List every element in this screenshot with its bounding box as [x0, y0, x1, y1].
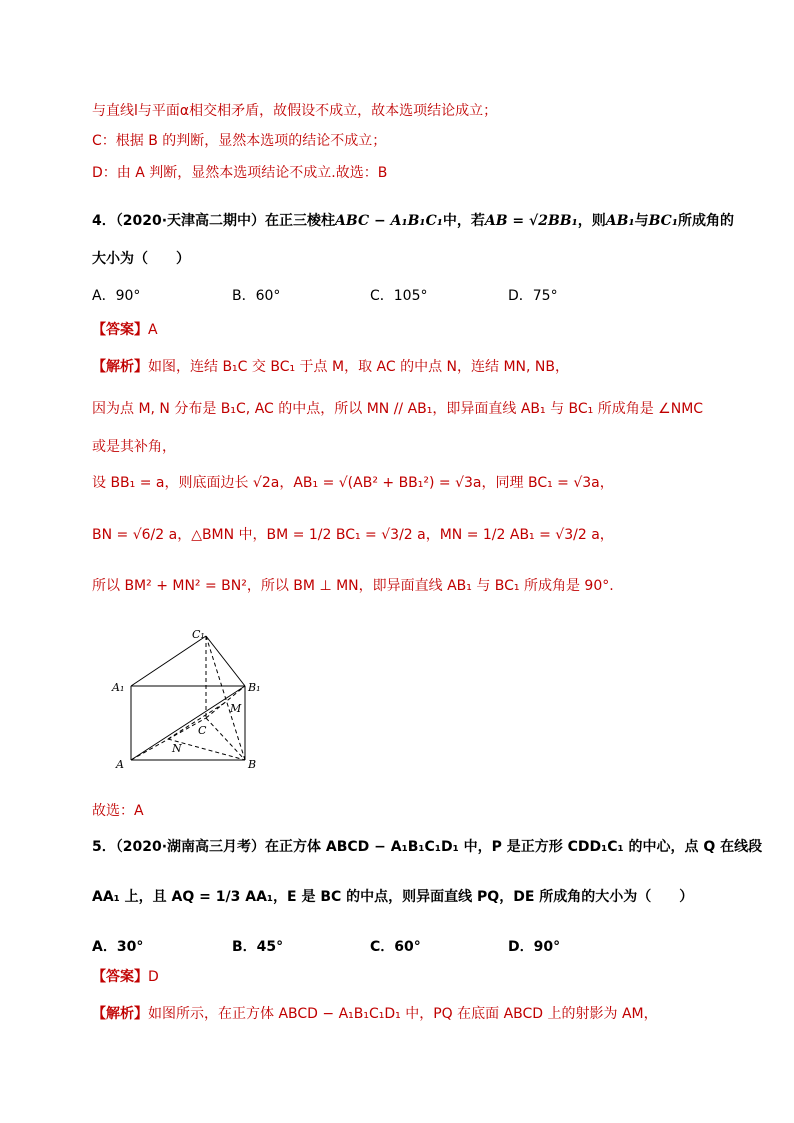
q5-option-a: A．30°: [92, 939, 144, 955]
q4-then: ，则: [577, 213, 606, 229]
q4-answer-label: 【答案】: [92, 322, 148, 338]
q5-stem-line-1: 5．（2020·湖南高三月考）在正方体 ABCD − A₁B₁C₁D₁ 中，P 是正方形 CDD₁C₁ 的中心，点 Q 在线段: [92, 839, 763, 855]
q5-answer-label: 【答案】: [92, 969, 148, 985]
q5-analysis-label: 【解析】: [92, 1006, 148, 1022]
prev-line-2: C：根据 B 的判断，显然本选项的结论不成立；: [92, 133, 387, 149]
q4-analysis-line-4: 设 BB₁ = a，则底面边长 √2a，AB₁ = √(AB² + BB₁²) = √3a，同理 BC₁ = √3a，: [92, 475, 614, 491]
label-m: M: [230, 702, 242, 715]
q4-mid: 中，若: [442, 213, 485, 229]
label-b: B: [248, 758, 257, 771]
q4-analysis-label: 【解析】: [92, 359, 148, 375]
label-a: A: [116, 758, 124, 771]
q5-answer: [92, 967, 159, 987]
label-c: C: [198, 724, 207, 737]
q5-answer-value: D: [148, 969, 159, 985]
q4-answer-value: A: [148, 322, 158, 338]
q4-stem-line-1: [92, 211, 734, 231]
q4-with: 与: [634, 213, 649, 229]
q5-stem-line-2: AA₁ 上，且 AQ = 1/3 AA₁，E 是 BC 的中点，则异面直线 PQ，DE 所成角的大小为（ ）: [92, 889, 694, 905]
q4-option-a: A．90°: [92, 288, 141, 304]
q4-option-d: D．75°: [508, 288, 558, 304]
label-b1: B₁: [248, 681, 261, 694]
prism-figure: [110, 628, 270, 778]
q4-tail: 所成角的: [677, 213, 734, 229]
q4-option-b: B．60°: [232, 288, 281, 304]
q4-condition: AB = √2BB₁: [484, 213, 578, 229]
q5-option-c: C．60°: [370, 939, 421, 955]
q4-answer: [92, 320, 158, 340]
q4-analysis-text-1: 如图，连结 B₁C 交 BC₁ 于点 M，取 AC 的中点 N，连结 MN, NB，: [148, 359, 569, 375]
prev-line-3: D：由 A 判断，显然本选项结论不成立.故选：B: [92, 165, 388, 181]
q5-option-b: B．45°: [232, 939, 284, 955]
prev-line-1: 与直线l与平面α相交相矛盾，故假设不成立，故本选项结论成立；: [92, 103, 498, 119]
q4-stem-a: 4．（2020·天津高二期中）在正三棱柱: [92, 213, 336, 229]
q4-ab1: AB₁: [605, 213, 635, 229]
label-c1: C₁: [192, 628, 205, 641]
q5-analysis-line-1: [92, 1004, 658, 1024]
q4-option-c: C．105°: [370, 288, 428, 304]
label-a1: A₁: [112, 681, 125, 694]
q4-choose: 故选：A: [92, 803, 144, 819]
q4-bc1: BC₁: [648, 213, 678, 229]
q5-option-d: D．90°: [508, 939, 561, 955]
q4-analysis-line-6: 所以 BM² + MN² = BN²，所以 BM ⊥ MN，即异面直线 AB₁ 与 BC₁ 所成角是 90°.: [92, 578, 614, 594]
q4-stem-line-2: 大小为（ ）: [92, 251, 190, 267]
q4-prism: ABC − A₁B₁C₁: [335, 213, 443, 229]
q4-analysis-line-2: 因为点 M, N 分布是 B₁C, AC 的中点，所以 MN // AB₁，即异面直线 AB₁ 与 BC₁ 所成角是 ∠NMC: [92, 401, 704, 417]
q4-analysis-line-5: BN = √6/2 a，△BMN 中，BM = 1/2 BC₁ = √3/2 a，MN = 1/2 AB₁ = √3/2 a，: [92, 527, 614, 543]
q4-analysis-line-3: 或是其补角，: [92, 439, 176, 455]
q4-analysis-line-1: [92, 357, 569, 377]
label-n: N: [172, 742, 182, 755]
q5-analysis-text-1: 如图所示，在正方体 ABCD − A₁B₁C₁D₁ 中，PQ 在底面 ABCD 上的射影为 AM，: [148, 1006, 658, 1022]
